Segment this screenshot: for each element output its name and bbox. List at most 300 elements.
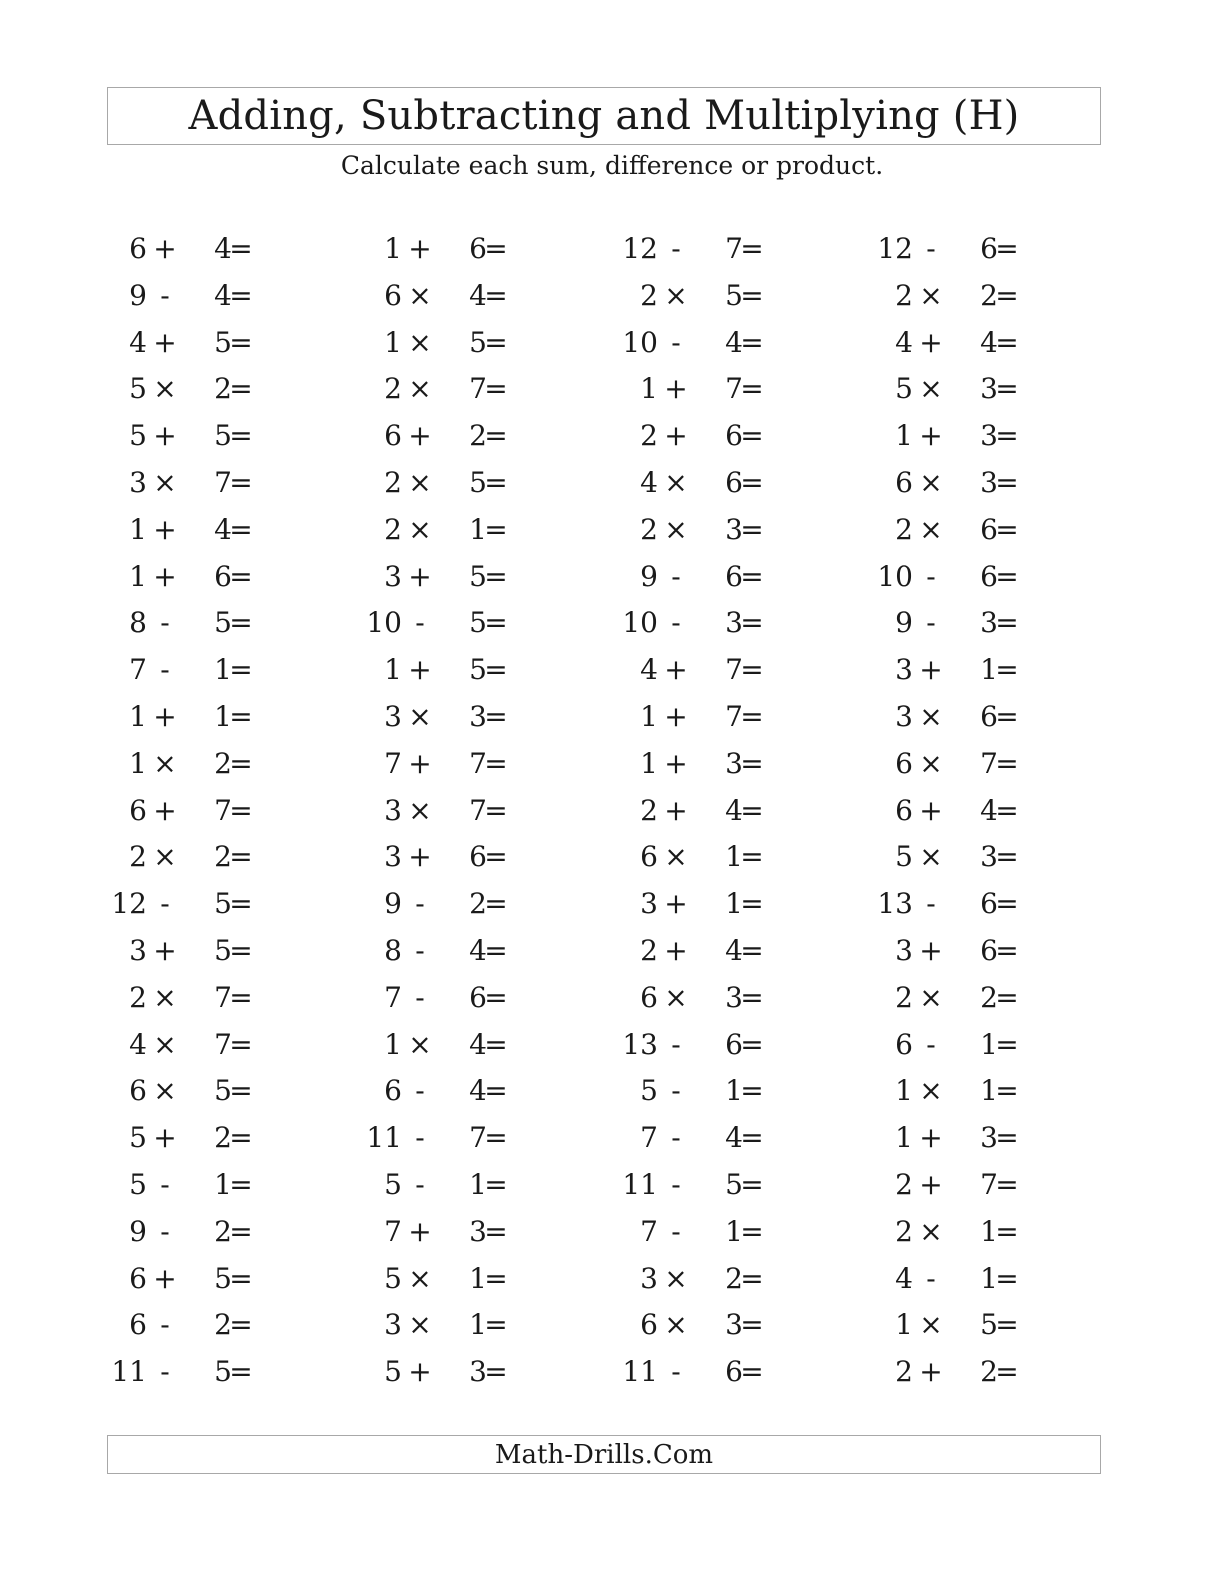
operator: ×: [408, 372, 432, 405]
operand-b: 3: [469, 1215, 487, 1248]
equals-sign: =: [229, 606, 253, 639]
operand-a: 2: [895, 981, 913, 1014]
operand-a: 3: [384, 700, 402, 733]
equals-sign: =: [484, 1355, 508, 1388]
operand-a: 1: [895, 1308, 913, 1341]
operand-b: 4: [980, 326, 998, 359]
operand-a: 5: [129, 419, 147, 452]
operand-b: 2: [214, 840, 232, 873]
operator: ×: [919, 981, 943, 1014]
operand-a: 1: [384, 1028, 402, 1061]
operand-a: 11: [111, 1355, 147, 1388]
operator: ×: [153, 466, 177, 499]
problem-row: [92, 418, 292, 454]
operand-b: 6: [980, 560, 998, 593]
operator: +: [664, 419, 688, 452]
equals-sign: =: [484, 232, 508, 265]
operand-b: 7: [980, 1168, 998, 1201]
operator: ×: [919, 279, 943, 312]
problem-row: [347, 231, 547, 267]
operand-b: 7: [725, 700, 743, 733]
operand-a: 9: [640, 560, 658, 593]
operand-b: 5: [469, 466, 487, 499]
equals-sign: =: [995, 1074, 1019, 1107]
operand-b: 1: [469, 1262, 487, 1295]
operand-b: 1: [469, 1308, 487, 1341]
operand-b: 2: [214, 1215, 232, 1248]
equals-sign: =: [229, 747, 253, 780]
operand-b: 4: [980, 794, 998, 827]
problem-row: [858, 746, 1058, 782]
operator: ×: [408, 1028, 432, 1061]
operand-b: 6: [980, 934, 998, 967]
equals-sign: =: [740, 887, 764, 920]
problem-row: [347, 559, 547, 595]
equals-sign: =: [740, 747, 764, 780]
operator: -: [671, 1121, 681, 1154]
operand-a: 8: [129, 606, 147, 639]
operator: -: [926, 1028, 936, 1061]
problem-row: [858, 605, 1058, 641]
operand-b: 3: [980, 606, 998, 639]
equals-sign: =: [229, 1262, 253, 1295]
problem-row: [603, 886, 803, 922]
operand-a: 3: [384, 794, 402, 827]
operator: +: [408, 1215, 432, 1248]
equals-sign: =: [484, 840, 508, 873]
equals-sign: =: [484, 279, 508, 312]
operator: -: [415, 981, 425, 1014]
equals-sign: =: [995, 653, 1019, 686]
operand-a: 2: [129, 981, 147, 1014]
equals-sign: =: [740, 560, 764, 593]
operator: -: [671, 326, 681, 359]
problem-row: [92, 559, 292, 595]
operand-b: 7: [469, 794, 487, 827]
equals-sign: =: [229, 934, 253, 967]
operator: ×: [919, 513, 943, 546]
equals-sign: =: [995, 232, 1019, 265]
operand-a: 6: [895, 794, 913, 827]
equals-sign: =: [229, 653, 253, 686]
problem-row: [858, 1307, 1058, 1343]
operand-a: 5: [384, 1355, 402, 1388]
operand-a: 1: [895, 1074, 913, 1107]
operator: -: [926, 1262, 936, 1295]
equals-sign: =: [229, 279, 253, 312]
problem-row: [603, 512, 803, 548]
equals-sign: =: [740, 1028, 764, 1061]
equals-sign: =: [740, 934, 764, 967]
operand-b: 5: [214, 934, 232, 967]
operand-a: 3: [384, 560, 402, 593]
operand-a: 6: [895, 747, 913, 780]
problem-row: [858, 886, 1058, 922]
equals-sign: =: [229, 700, 253, 733]
operand-b: 3: [980, 466, 998, 499]
problem-row: [347, 418, 547, 454]
operand-a: 10: [877, 560, 913, 593]
equals-sign: =: [229, 1121, 253, 1154]
equals-sign: =: [229, 981, 253, 1014]
operand-a: 7: [384, 1215, 402, 1248]
problem-row: [92, 933, 292, 969]
equals-sign: =: [995, 794, 1019, 827]
equals-sign: =: [484, 887, 508, 920]
operand-b: 2: [980, 279, 998, 312]
operand-a: 2: [384, 513, 402, 546]
operator: ×: [153, 1028, 177, 1061]
operand-b: 1: [980, 1215, 998, 1248]
equals-sign: =: [740, 1168, 764, 1201]
operator: +: [408, 653, 432, 686]
operand-b: 3: [980, 840, 998, 873]
problem-row: [858, 1354, 1058, 1390]
operand-a: 6: [129, 1074, 147, 1107]
problem-row: [92, 746, 292, 782]
equals-sign: =: [740, 700, 764, 733]
operand-a: 6: [129, 232, 147, 265]
operand-a: 2: [895, 1215, 913, 1248]
problem-row: [347, 746, 547, 782]
operator: +: [408, 232, 432, 265]
operand-a: 1: [384, 232, 402, 265]
problem-row: [858, 231, 1058, 267]
operand-b: 6: [469, 840, 487, 873]
operand-b: 3: [725, 606, 743, 639]
problem-row: [92, 1073, 292, 1109]
operand-b: 7: [469, 1121, 487, 1154]
operand-a: 6: [895, 466, 913, 499]
operand-b: 5: [469, 326, 487, 359]
operand-a: 6: [640, 981, 658, 1014]
operator: ×: [664, 1308, 688, 1341]
operand-a: 3: [895, 700, 913, 733]
problem-row: [858, 465, 1058, 501]
operand-b: 7: [214, 981, 232, 1014]
equals-sign: =: [229, 513, 253, 546]
operand-b: 3: [980, 419, 998, 452]
equals-sign: =: [995, 1121, 1019, 1154]
operand-a: 5: [640, 1074, 658, 1107]
operator: ×: [919, 1215, 943, 1248]
problem-row: [603, 652, 803, 688]
operand-b: 4: [469, 1074, 487, 1107]
operand-a: 12: [111, 887, 147, 920]
equals-sign: =: [740, 1355, 764, 1388]
operand-a: 9: [384, 887, 402, 920]
operand-b: 5: [214, 1262, 232, 1295]
equals-sign: =: [740, 981, 764, 1014]
equals-sign: =: [995, 1168, 1019, 1201]
operator: +: [153, 700, 177, 733]
equals-sign: =: [995, 419, 1019, 452]
equals-sign: =: [995, 279, 1019, 312]
operand-b: 6: [725, 419, 743, 452]
operand-b: 7: [725, 372, 743, 405]
equals-sign: =: [995, 513, 1019, 546]
equals-sign: =: [229, 466, 253, 499]
operator: -: [926, 232, 936, 265]
operand-b: 6: [980, 887, 998, 920]
equals-sign: =: [995, 747, 1019, 780]
operand-a: 1: [129, 747, 147, 780]
problem-row: [858, 559, 1058, 595]
equals-sign: =: [229, 794, 253, 827]
equals-sign: =: [484, 747, 508, 780]
operator: +: [153, 232, 177, 265]
problem-row: [858, 1027, 1058, 1063]
operator: +: [408, 747, 432, 780]
equals-sign: =: [229, 560, 253, 593]
operand-a: 3: [129, 934, 147, 967]
operator: +: [919, 419, 943, 452]
operator: +: [919, 1168, 943, 1201]
equals-sign: =: [740, 279, 764, 312]
operand-b: 5: [214, 887, 232, 920]
equals-sign: =: [229, 887, 253, 920]
operator: -: [160, 1308, 170, 1341]
problem-row: [858, 793, 1058, 829]
problem-row: [347, 1073, 547, 1109]
operator: +: [408, 840, 432, 873]
problem-row: [603, 418, 803, 454]
operator: -: [415, 606, 425, 639]
operand-a: 6: [129, 794, 147, 827]
operand-a: 11: [366, 1121, 402, 1154]
operator: +: [919, 653, 943, 686]
equals-sign: =: [229, 326, 253, 359]
operand-b: 6: [725, 1028, 743, 1061]
equals-sign: =: [740, 1215, 764, 1248]
operator: +: [153, 326, 177, 359]
operand-b: 1: [469, 513, 487, 546]
operator: +: [153, 1262, 177, 1295]
problem-row: [603, 371, 803, 407]
problem-row: [92, 1261, 292, 1297]
operator: ×: [408, 1308, 432, 1341]
operator: -: [160, 279, 170, 312]
problem-row: [858, 980, 1058, 1016]
operand-a: 2: [895, 513, 913, 546]
operand-b: 4: [725, 934, 743, 967]
operator: +: [919, 1355, 943, 1388]
equals-sign: =: [484, 1074, 508, 1107]
operator: +: [664, 747, 688, 780]
equals-sign: =: [484, 1308, 508, 1341]
equals-sign: =: [484, 1262, 508, 1295]
equals-sign: =: [229, 1215, 253, 1248]
footer-box: [107, 1435, 1101, 1474]
problem-row: [92, 371, 292, 407]
operand-a: 1: [129, 513, 147, 546]
operator: -: [671, 1215, 681, 1248]
operator: +: [153, 560, 177, 593]
problem-row: [858, 371, 1058, 407]
operand-b: 6: [980, 513, 998, 546]
operand-a: 4: [895, 326, 913, 359]
problem-row: [858, 839, 1058, 875]
equals-sign: =: [484, 419, 508, 452]
equals-sign: =: [740, 794, 764, 827]
operator: +: [153, 794, 177, 827]
problem-row: [603, 699, 803, 735]
operator: +: [408, 419, 432, 452]
operand-b: 4: [214, 232, 232, 265]
operand-b: 4: [469, 279, 487, 312]
operand-a: 6: [129, 1262, 147, 1295]
equals-sign: =: [229, 1028, 253, 1061]
operator: +: [664, 700, 688, 733]
problem-row: [92, 1354, 292, 1390]
operator: -: [160, 1355, 170, 1388]
equals-sign: =: [995, 466, 1019, 499]
problem-row: [347, 699, 547, 735]
problem-row: [347, 1120, 547, 1156]
instructions: Calculate each sum, difference or product.: [340, 151, 884, 180]
operator: ×: [153, 981, 177, 1014]
operand-a: 6: [895, 1028, 913, 1061]
problem-row: [603, 1027, 803, 1063]
operator: -: [671, 1355, 681, 1388]
operand-b: 2: [214, 747, 232, 780]
problem-row: [603, 1354, 803, 1390]
operand-b: 5: [214, 606, 232, 639]
operator: ×: [153, 840, 177, 873]
operand-b: 6: [469, 981, 487, 1014]
problem-row: [347, 1261, 547, 1297]
problem-row: [603, 231, 803, 267]
operator: -: [671, 1028, 681, 1061]
operand-b: 4: [725, 326, 743, 359]
operand-b: 5: [469, 560, 487, 593]
problem-row: [603, 605, 803, 641]
operand-a: 13: [877, 887, 913, 920]
equals-sign: =: [740, 606, 764, 639]
equals-sign: =: [484, 372, 508, 405]
operator: -: [415, 1121, 425, 1154]
operand-a: 1: [895, 419, 913, 452]
problem-row: [603, 980, 803, 1016]
operand-b: 1: [214, 700, 232, 733]
operator: +: [153, 419, 177, 452]
operand-a: 1: [384, 653, 402, 686]
equals-sign: =: [484, 1215, 508, 1248]
equals-sign: =: [740, 513, 764, 546]
operand-b: 3: [725, 747, 743, 780]
operator: +: [153, 1121, 177, 1154]
operand-b: 5: [214, 1355, 232, 1388]
equals-sign: =: [484, 653, 508, 686]
equals-sign: =: [484, 981, 508, 1014]
equals-sign: =: [995, 372, 1019, 405]
equals-sign: =: [995, 560, 1019, 593]
operand-b: 1: [725, 1074, 743, 1107]
operator: ×: [664, 513, 688, 546]
operator: ×: [408, 700, 432, 733]
problem-row: [92, 886, 292, 922]
operand-a: 1: [129, 700, 147, 733]
operand-a: 7: [129, 653, 147, 686]
operand-b: 2: [980, 981, 998, 1014]
operator: -: [415, 1074, 425, 1107]
operand-a: 4: [129, 326, 147, 359]
equals-sign: =: [484, 1121, 508, 1154]
problem-row: [603, 465, 803, 501]
problem-row: [858, 1261, 1058, 1297]
operator: +: [919, 934, 943, 967]
operand-a: 3: [895, 653, 913, 686]
footer-site: Math-Drills.Com: [494, 1439, 714, 1470]
operand-a: 1: [129, 560, 147, 593]
operand-a: 6: [384, 279, 402, 312]
operator: -: [671, 560, 681, 593]
operand-b: 1: [980, 1028, 998, 1061]
operand-a: 4: [640, 653, 658, 686]
problem-row: [347, 839, 547, 875]
equals-sign: =: [229, 1074, 253, 1107]
operand-b: 1: [980, 653, 998, 686]
problem-row: [347, 886, 547, 922]
operand-a: 2: [895, 1168, 913, 1201]
problem-row: [92, 1307, 292, 1343]
problem-row: [347, 278, 547, 314]
operator: +: [664, 934, 688, 967]
operator: -: [926, 606, 936, 639]
operand-b: 2: [725, 1262, 743, 1295]
equals-sign: =: [740, 419, 764, 452]
operator: ×: [153, 1074, 177, 1107]
operator: ×: [664, 466, 688, 499]
problem-row: [858, 1073, 1058, 1109]
operand-a: 6: [640, 1308, 658, 1341]
operator: ×: [919, 700, 943, 733]
problem-row: [603, 325, 803, 361]
equals-sign: =: [740, 372, 764, 405]
problem-row: [347, 325, 547, 361]
operand-a: 5: [895, 372, 913, 405]
operator: ×: [919, 466, 943, 499]
operand-a: 2: [129, 840, 147, 873]
operand-a: 5: [384, 1168, 402, 1201]
operator: ×: [919, 747, 943, 780]
operand-a: 6: [129, 1308, 147, 1341]
operand-a: 7: [640, 1215, 658, 1248]
operator: +: [664, 887, 688, 920]
operand-b: 5: [725, 1168, 743, 1201]
operand-b: 7: [980, 747, 998, 780]
operand-b: 6: [469, 232, 487, 265]
operator: ×: [408, 513, 432, 546]
operand-a: 1: [384, 326, 402, 359]
operand-a: 1: [640, 372, 658, 405]
operator: -: [926, 560, 936, 593]
operand-a: 7: [640, 1121, 658, 1154]
equals-sign: =: [995, 840, 1019, 873]
problem-row: [858, 325, 1058, 361]
operand-b: 5: [214, 1074, 232, 1107]
operator: -: [160, 1215, 170, 1248]
operator: -: [160, 606, 170, 639]
equals-sign: =: [995, 1308, 1019, 1341]
operator: +: [153, 934, 177, 967]
operand-b: 1: [725, 887, 743, 920]
operand-b: 3: [469, 1355, 487, 1388]
problem-row: [603, 559, 803, 595]
operand-b: 2: [980, 1355, 998, 1388]
operand-a: 2: [640, 794, 658, 827]
problem-row: [347, 605, 547, 641]
